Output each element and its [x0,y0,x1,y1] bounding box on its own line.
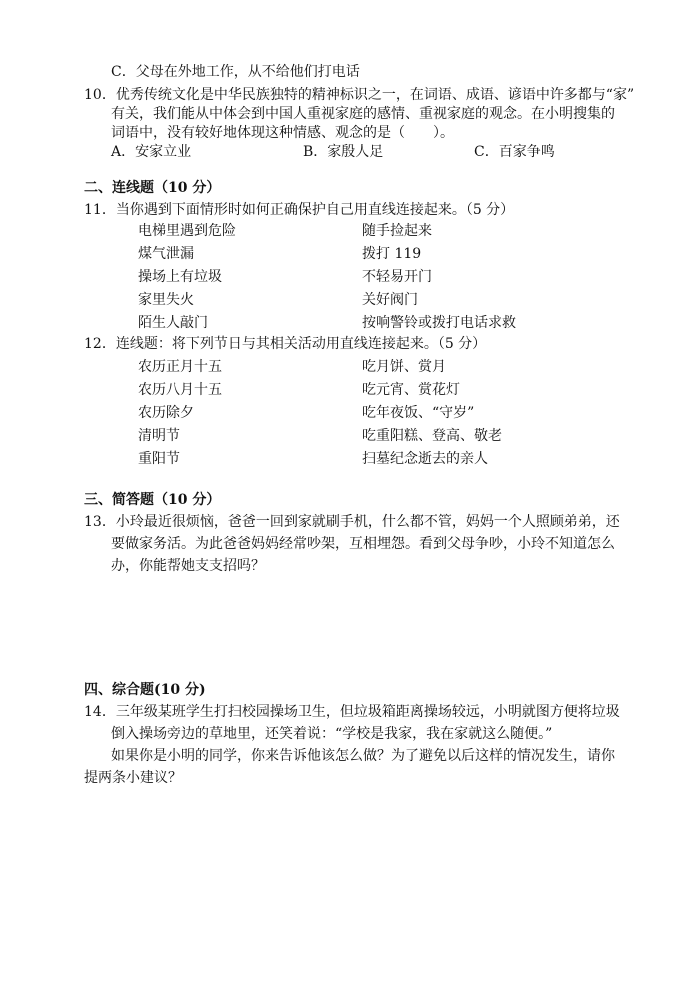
q12-left-item: 清明节 [138,428,180,444]
q14-line-2: 倒入操场旁边的草地里，还笑着说：“学校是我家，我在家就这么随便。” [111,726,553,742]
q14-line-1: 14．三年级某班学生打扫校园操场卫生，但垃圾箱距离操场较远，小明就图方便将垃圾 [84,704,620,720]
q11-left-item: 操场上有垃圾 [138,269,222,285]
q11-right-item: 拨打 119 [362,246,422,262]
q10-line-2: 有关，我们能从中体会到中国人重视家庭的感情、重视家庭的观念。在小明搜集的 [111,106,615,122]
q10-option-a: A．安家立业 [111,144,192,160]
q14-line-4: 提两条小建议？ [84,770,182,786]
q13-line-1: 13．小玲最近很烦恼，爸爸一回到家就刷手机，什么都不管，妈妈一个人照顾弟弟，还 [84,514,620,530]
q9-option-c: C．父母在外地工作，从不给他们打电话 [111,64,360,80]
q12-right-item: 吃元宵、赏花灯 [362,382,460,398]
q11-right-item: 不轻易开门 [362,269,432,285]
q13-line-2: 要做家务活。为此爸爸妈妈经常吵架，互相埋怨。看到父母争吵，小玲不知道怎么 [111,536,615,552]
q12-prompt: 12．连线题：将下列节日与其相关活动用直线连接起来。（5 分） [84,336,487,352]
q10-option-c: C．百家争鸣 [474,144,555,160]
q10-line-3: 词语中，没有较好地体现这种情感、观念的是（ ）。 [111,125,454,141]
q12-left-item: 农历正月十五 [138,359,222,375]
q11-right-item: 按响警铃或拨打电话求救 [362,315,516,331]
q12-left-item: 农历除夕 [138,405,194,421]
q11-right-item: 随手捡起来 [362,223,432,239]
q11-left-item: 陌生人敲门 [138,315,208,331]
q11-left-item: 电梯里遇到危险 [138,223,236,239]
q12-right-item: 吃月饼、赏月 [362,359,446,375]
q11-left-item: 家里失火 [138,292,194,308]
q12-right-item: 吃年夜饭、“守岁” [362,405,475,421]
q14-line-3: 如果你是小明的同学，你来告诉他该怎么做？为了避免以后这样的情况发生，请你 [111,748,615,764]
section-2-heading: 二、连线题（10 分） [84,180,221,196]
q12-right-item: 吃重阳糕、登高、敬老 [362,428,502,444]
q12-right-item: 扫墓纪念逝去的亲人 [362,451,488,467]
q10-option-b: B．家殷人足 [303,144,384,160]
q13-line-3: 办，你能帮她支支招吗？ [111,558,265,574]
q12-left-item: 农历八月十五 [138,382,222,398]
section-4-heading: 四、综合题(10 分) [84,682,206,698]
q12-left-item: 重阳节 [138,451,180,467]
q11-right-item: 关好阀门 [362,292,418,308]
q10-line-1: 10．优秀传统文化是中华民族独特的精神标识之一，在词语、成语、谚语中许多都与“家” [84,87,635,103]
q11-prompt: 11．当你遇到下面情形时如何正确保护自己用直线连接起来。（5 分） [84,202,515,218]
section-3-heading: 三、简答题（10 分） [84,492,221,508]
q11-left-item: 煤气泄漏 [138,246,194,262]
